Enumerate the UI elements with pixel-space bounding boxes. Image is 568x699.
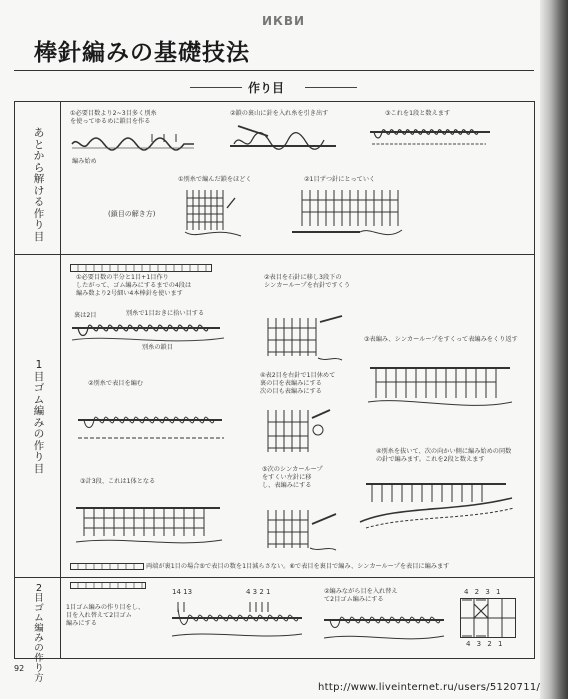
- cable-chart-bottom-numbers: 4 3 2 1: [466, 640, 505, 648]
- book-binding-shadow: [540, 0, 568, 699]
- s2-step4-note: ②別糸で表目を編む: [88, 380, 144, 387]
- s1-unravel-label: (鎖目の解き方): [108, 210, 156, 218]
- chain-cast-on-diagram: [68, 130, 198, 158]
- heading-rule-right: [305, 87, 357, 88]
- section-label-provisional-cast-on: あとから解ける作り目: [33, 127, 45, 243]
- s2-step6-note: ④別糸を抜いて、次の向かい側に編み始めの同数 の針で編みます。これを2段と数えます: [376, 448, 512, 463]
- heading-rule-left: [190, 87, 242, 88]
- s1-unravel1-note: ①別糸で編んだ鎖をほどく: [178, 176, 252, 183]
- s2-step5-note: ④表2目を右針で1目休めて 裏の目を表編みにする 次の目も表編みにする: [260, 372, 336, 395]
- page-title: 棒針編みの基礎技法: [34, 40, 250, 66]
- sinker-loop-diagram: [262, 312, 344, 364]
- footer-pattern-strip: [70, 563, 144, 570]
- page-number: 92: [14, 664, 25, 673]
- s2-step7-note: ③計3段、これは1体となる: [80, 478, 156, 485]
- row-divider-1: [14, 254, 534, 255]
- section-label-1x1-rib-cast-on: 1目ゴム編みの作り目: [33, 359, 45, 475]
- cable-cross-chart: [460, 598, 516, 638]
- slip-purl-diagram: [262, 404, 332, 460]
- s2-step3-note: ③表編み、シンカーループをすくって表編みをくり返す: [364, 336, 518, 343]
- s3-step1-note: 1目ゴム編みの作り目をし、 目を入れ替えて2目ゴム 編みにする: [66, 604, 145, 627]
- rib-knit-repeat-diagram: [366, 358, 514, 414]
- three-rows-diagram: [74, 500, 224, 550]
- label-column-divider: [60, 101, 61, 658]
- stitch-numbers-1: 14 13: [172, 588, 193, 596]
- swap-while-knitting-diagram: [322, 610, 446, 646]
- s3-step2-note: ②編みながら目を入れ替え て2目ゴム編みにする: [324, 588, 398, 603]
- s2-step1c-note: 別糸の鎖目: [142, 344, 173, 351]
- magazine-logo: ИКВИ: [262, 14, 306, 28]
- s2-step2-note: ②表目を石針に移し3段下の シンカーループを右針ですくう: [264, 274, 351, 289]
- s3-pattern-strip: [70, 582, 146, 589]
- s1-step3-note: ③これを1段と数えます: [385, 110, 451, 117]
- title-rule: [14, 70, 534, 71]
- rib-pattern-strip: [70, 264, 212, 272]
- swap-stitches-diagram: [170, 598, 304, 642]
- transfer-to-needle-diagram: [290, 186, 410, 242]
- remove-waste-yarn-diagram: [356, 472, 516, 532]
- s2-step1b-note: 別糸で1目おきに拾い目する: [126, 310, 205, 317]
- row-divider-2: [14, 577, 534, 578]
- unravel-chain-diagram: [183, 186, 245, 240]
- stitch-numbers-2: 4 3 2 1: [246, 588, 271, 596]
- pick-up-loops-diagram: [228, 122, 338, 158]
- s2-footer-note: 両端が裏1目の場合⑤で表目の数を1目減らさない。⑥で表目を裏目で編み、シンカーループを表目に編みます: [146, 563, 450, 570]
- source-url: http://www.liveinternet.ru/users/5120711/: [318, 682, 541, 693]
- waste-yarn-pickup-diagram: [70, 318, 226, 346]
- s1-start-note: 編み始め: [72, 158, 97, 165]
- s2-purl-label: 裏は2目: [74, 312, 97, 319]
- sinker-loop-transfer-diagram: [262, 504, 338, 554]
- section-heading: 作り目: [248, 81, 285, 95]
- s1-step1-note: ①必要目数より2~3目多く別糸 を使ってゆるめに鎖目を作る: [70, 110, 157, 125]
- first-row-diagram: [368, 118, 492, 154]
- s1-step2-note: ②鎖の裏山に針を入れ糸を引き出す: [230, 110, 329, 117]
- s2-step1-note: ①必要目数の半分と1目+1目作り したがって、ゴム編みにするまでの4段は 編み数より2号細い4本棒針を使います: [76, 274, 192, 297]
- cable-chart-top-numbers: 4 2 3 1: [464, 588, 503, 596]
- section-label-2x2-rib: 2目ゴム編みの作り方: [34, 583, 44, 684]
- knit-waste-yarn-diagram: [76, 408, 226, 444]
- s2-step8-note: ⑤次のシンカーループ をすくい左針に移 し、表編みにする: [262, 466, 323, 489]
- s1-unravel2-note: ②1目ずつ針にとっていく: [304, 176, 376, 183]
